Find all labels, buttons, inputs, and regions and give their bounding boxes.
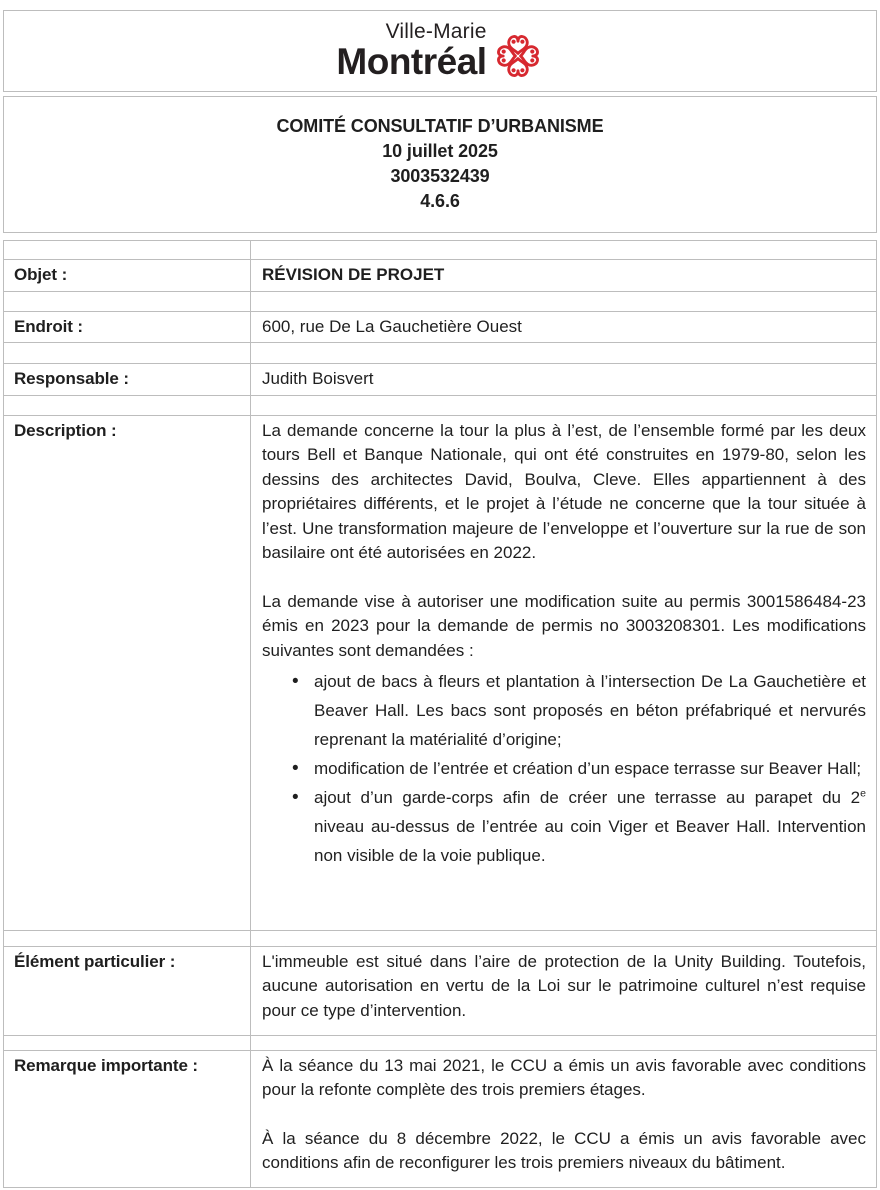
row-objet-value: RÉVISION DE PROJET	[251, 260, 877, 292]
row-objet	[4, 260, 877, 292]
row-remarque-importante	[4, 1050, 877, 1187]
row-description-value	[251, 415, 877, 930]
description-paragraph-1: La demande concerne la tour la plus à l’est, de l’ensemble formé par les deux tours Bell et Banque Nationale, qui ont été construites en 1979-80, selon les dessins des architectes David, Boulva, Cleve. Elles appartiennent à des propriétaires différents, et le projet à l’étude ne concerne que la tour située à l’est. Une transformation majeure de l’enveloppe et l’ouverture sur la rue de son basilaire ont été autorisées en 2022.	[262, 420, 866, 562]
row-endroit-value: 600, rue De La Gauchetière Ouest	[251, 311, 877, 343]
bullet-item-text: ajout d’un garde-corps afin de créer une terrasse au parapet du 2	[314, 788, 861, 807]
header-date: 10 juillet 2025	[382, 141, 498, 161]
logo-borough-text: Ville-Marie	[385, 20, 487, 43]
logo-city-text: Montréal	[336, 41, 487, 82]
montreal-logo	[336, 21, 543, 81]
row-objet-label: Objet :	[4, 260, 251, 292]
element-particulier-text: L'immeuble est situé dans l’aire de protection de la Unity Building. Toutefois, aucune autorisation en vertu de la Loi sur le patrimoine culturel n’est requise pour ce type d’intervention.	[262, 951, 866, 1020]
spacer-row	[4, 291, 877, 311]
description-bullet-list	[262, 667, 866, 870]
bullet-item	[290, 783, 866, 870]
spacer-row	[4, 395, 877, 415]
dossier-table	[3, 240, 877, 1188]
bullet-item	[290, 667, 866, 754]
row-endroit	[4, 311, 877, 343]
remarque-paragraph-1: À la séance du 13 mai 2021, le CCU a émis un avis favorable avec conditions pour la refonte complète des trois premiers étages.	[262, 1055, 866, 1099]
logo-text-block	[336, 21, 486, 81]
row-description-label: Description :	[4, 415, 251, 930]
bullet-item-text: niveau au-dessus de l’entrée au coin Viger et Beaver Hall. Intervention non visible de la voie publique.	[314, 817, 866, 865]
logo-header-box	[3, 10, 877, 92]
superscript-e: e	[860, 787, 866, 800]
bullet-item-text: ajout de bacs à fleurs et plantation à l’intersection De La Gauchetière et Beaver Hall. Les bacs sont proposés en béton préfabriqué et nervurés reprenant la matérialité d’origine;	[314, 672, 866, 749]
bullet-item-text: modification de l’entrée et création d’un espace terrasse sur Beaver Hall;	[314, 759, 862, 778]
document-page	[3, 10, 877, 1188]
spacer-row	[4, 1035, 877, 1050]
row-element-particulier	[4, 946, 877, 1035]
header-title: COMITÉ CONSULTATIF D’URBANISME	[276, 116, 604, 136]
header-file-number: 3003532439	[390, 166, 490, 186]
row-endroit-label: Endroit :	[4, 311, 251, 343]
row-responsable-value: Judith Boisvert	[251, 364, 877, 396]
row-responsable-label: Responsable :	[4, 364, 251, 396]
spacer-row	[4, 343, 877, 364]
row-element-particulier-value	[251, 946, 877, 1035]
bullet-item	[290, 754, 866, 783]
meeting-header-box	[3, 96, 877, 233]
spacer-row	[4, 241, 877, 260]
montreal-rosette-icon	[492, 30, 544, 82]
row-element-particulier-label: Élément particulier :	[4, 946, 251, 1035]
description-paragraph-2: La demande vise à autoriser une modification suite au permis 3001586484-23 émis en 2023 pour la demande de permis no 3003208301. Les modifications suivantes sont demandées :	[262, 591, 866, 660]
row-remarque-importante-label: Remarque importante :	[4, 1050, 251, 1187]
spacer-row	[4, 930, 877, 946]
row-description	[4, 415, 877, 930]
row-remarque-importante-value	[251, 1050, 877, 1187]
header-item-number: 4.6.6	[420, 191, 460, 211]
remarque-paragraph-2: À la séance du 8 décembre 2022, le CCU a émis un avis favorable avec conditions afin de reconfigurer les trois premiers niveaux du bâtiment.	[262, 1128, 866, 1172]
row-responsable	[4, 364, 877, 396]
